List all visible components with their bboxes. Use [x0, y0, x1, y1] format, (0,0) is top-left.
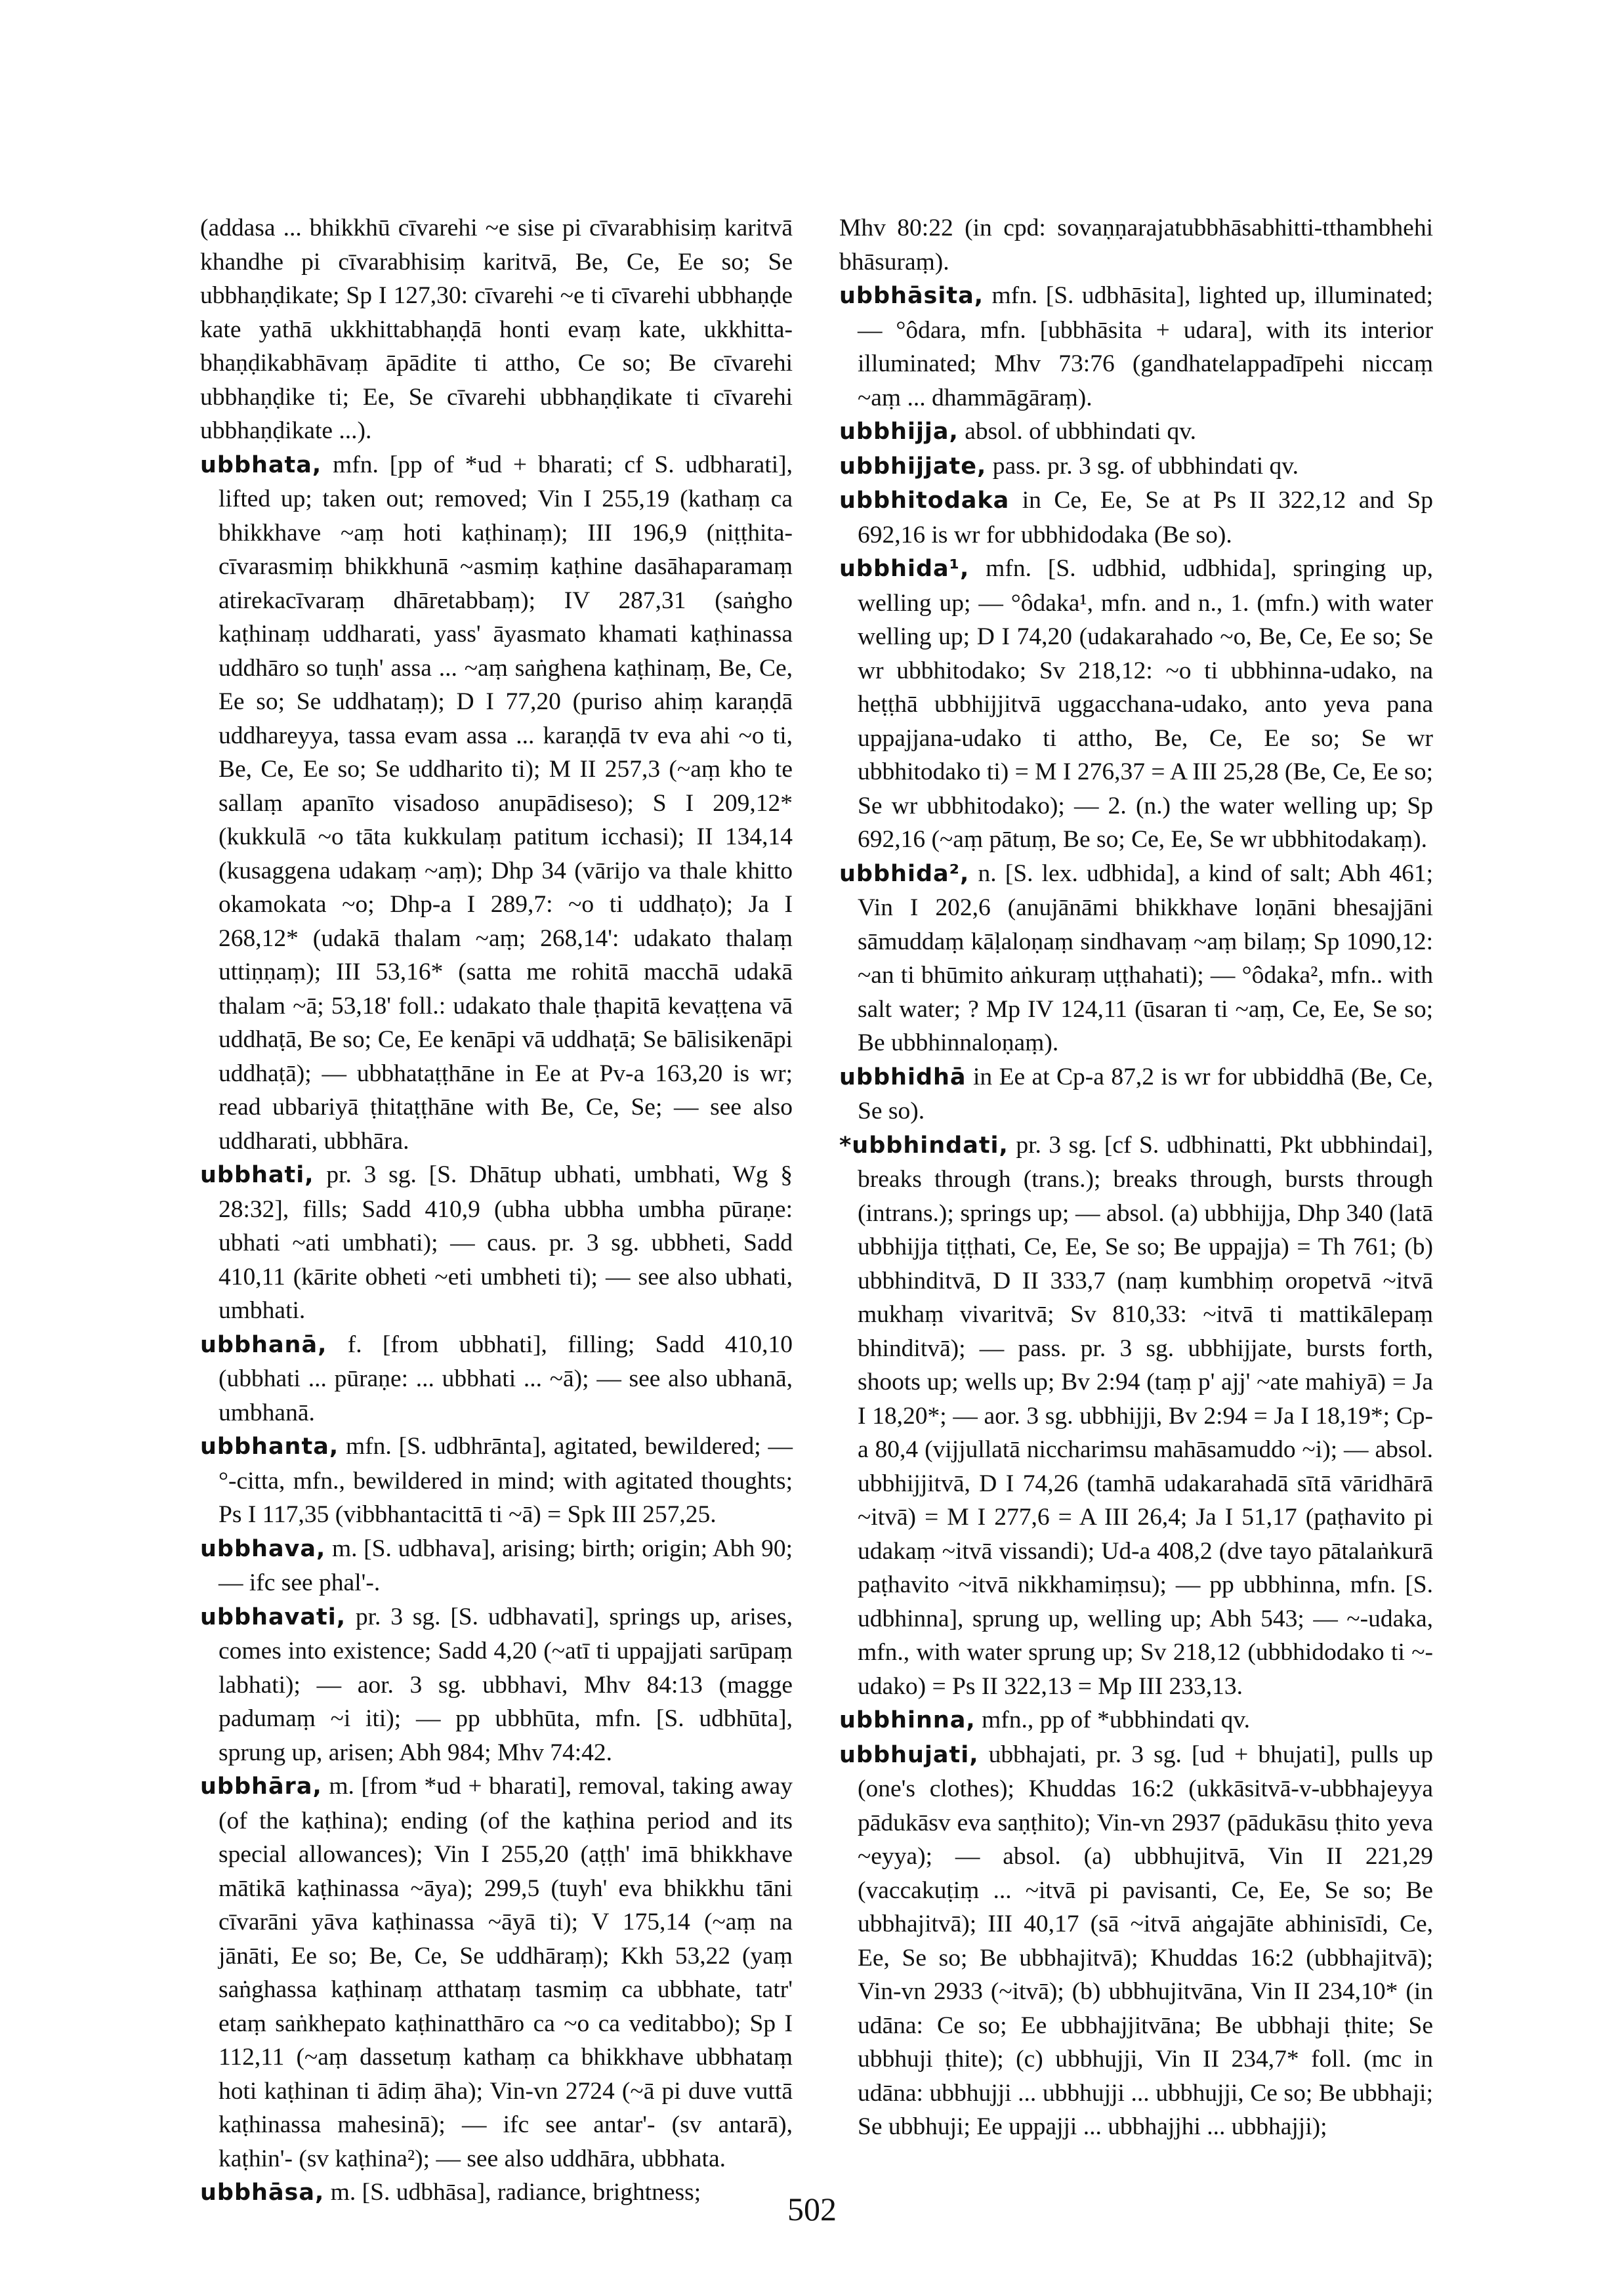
headword: ubbhāsa, [200, 2180, 325, 2206]
entry-text: mfn. [S. udbhāsita], lighted up, illuminated; — °ôdara, mfn. [ubbhāsita + udara], with its interior illuminated; Mhv 73:76 (gandhatelappadīpehi niccaṃ ~aṃ ... dhammāgāraṃ). [858, 282, 1433, 411]
dictionary-entry [200, 1328, 793, 1430]
dictionary-entry [839, 279, 1433, 415]
dictionary-entry [839, 1703, 1433, 1738]
dictionary-entry [200, 1430, 793, 1532]
headword: ubbhanā, [200, 1331, 327, 1358]
entry-text: in Ee at Cp-a 87,2 is wr for ubbiddhā (Be, Ce, Se so). [858, 1063, 1433, 1125]
headword: ubbhida¹, [839, 556, 970, 582]
headword: *ubbhindati, [839, 1132, 1009, 1159]
dictionary-entry [200, 1532, 793, 1600]
headword: ubbhijja, [839, 419, 959, 445]
headword: ubbhidhā [839, 1064, 967, 1090]
left-column [200, 211, 793, 2210]
headword: ubbhavati, [200, 1603, 346, 1630]
entry-text: mfn. [pp of *ud + bharati; cf S. udbharati], lifted up; taken out; removed; Vin I 255,19 (kathaṃ ca bhikkhave ~aṃ hoti kaṭhinaṃ); III 196,9 (niṭṭhita-cīvarasmiṃ bhikkhunā ~asmiṃ kaṭhine dasāhaparamaṃ atirekacīvaraṃ dhāretabbaṃ); IV 287,31 (saṅgho kaṭhinaṃ uddharati, yass' āyasmato khamati kaṭhinassa uddhāro so tuṇh' assa ... ~aṃ saṅghena kaṭhinaṃ, Be, Ce, Ee so; Se uddhataṃ); D I 77,20 (puriso ahiṃ karaṇḍā uddhareyya, tassa evam assa ... karaṇḍā tv eva ahi ~o ti, Be, Ce, Ee so; Se uddharito ti); M II 257,3 (~aṃ kho te sallaṃ apanīto visadoso anupādiseso); S I 209,12* (kukkulā ~o tāta kukkulaṃ patitum icchasi); II 134,14 (kusaggena udakaṃ ~aṃ); Dhp 34 (vārijo va thale khitto okamokata ~o; Dhp-a I 289,7: ~o ti uddhaṭo); Ja I 268,12* (udakā thalam ~aṃ; 268,14': udakato thalaṃ uttiṇṇaṃ); III 53,16* (satta me rohitā macchā udakā thalam ~ā; 53,18' foll.: udakato thale ṭhapitā kevaṭṭena vā uddhaṭā, Be so; Ce, Ee kenāpi vā uddhaṭā; Se bālisikenāpi uddhaṭā); — ubbhataṭṭhāne in Ee at Pv-a 163,20 is wr; read ubbariyā ṭhitaṭṭhāne with Be, Ce, Se; — see also uddharati, ubbhāra. [219, 451, 793, 1155]
dictionary-entry [839, 1060, 1433, 1128]
entry-text: (addasa ... bhikkhū cīvarehi ~e sise pi cīvarabhisiṃ karitvā khandhe pi cīvarabhisiṃ karitvā, Be, Ce, Ee so; Se ubbhaṇḍikate; Sp I 127,30: cīvarehi ~e ti cīvarehi ubbhaṇḍe kate yathā ukkhittabhaṇḍā honti evaṃ kate, ukkhitta-bhaṇḍikabhāvaṃ āpādite ti attho, Ce so; Be cīvarehi ubbhaṇḍike ti; Ee, Se cīvarehi ubbhaṇḍikate ti cīvarehi ubbhaṇḍikate ...). [200, 215, 793, 444]
entry-text: f. [from ubbhati], filling; Sadd 410,10 (ubbhati ... pūraṇe: ... ubbhati ... ~ā); — see also ubhanā, umbhanā. [219, 1331, 793, 1426]
dictionary-entry [200, 448, 793, 1159]
headword: ubbhāsita, [839, 283, 984, 309]
headword: ubbhijjate, [839, 453, 987, 480]
headword: ubbhati, [200, 1162, 314, 1188]
headword: ubbhāra, [200, 1773, 322, 1800]
entry-text: m. [from *ud + bharati], removal, taking away (of the kaṭhina); ending (of the kaṭhina period and its special allowances); Vin I 255,20 (aṭṭh' imā bhikkhave mātikā kaṭhinassa ~āya); 299,5 (tuyh' eva bhikkhu tāni cīvarāni yāva kaṭhinassa ~āyā ti); V 175,14 (~aṃ na jānāti, Ee so; Be, Ce, Se uddhāraṃ); Kkh 53,22 (yaṃ saṅghassa kaṭhinaṃ atthataṃ tasmiṃ ca ubbhate, tatr' etaṃ saṅkhepato kaṭhinatthāro ca ~o ca veditabbo); Sp I 112,11 (~aṃ dassetuṃ kathaṃ ca bhikkhave ubbhataṃ hoti kaṭhinan ti ādiṃ āha); Vin-vn 2724 (~ā pi duve vuttā kaṭhinassa mahesinā); — ifc see antar'- (sv antarā), kaṭhin'- (sv kaṭhina²); — see also uddhāra, ubbhata. [219, 1773, 793, 2172]
headword: ubbhata, [200, 451, 322, 478]
entry-text: Mhv 80:22 (in cpd: sovaṇṇarajatubbhāsabhitti-tthambhehi bhāsuraṃ). [839, 215, 1433, 276]
entry-text: ubbhajati, pr. 3 sg. [ud + bhujati], pulls up (one's clothes); Khuddas 16:2 (ukkāsitvā-v-ubbhajeyya pādukāsv eva saṇṭhito); Vin-vn 2937 (pādukāsu ṭhito yeva ~eyya); — absol. (a) ubbhujitvā, Vin II 221,29 (vaccakuṭiṃ ... ~itvā pi pavisanti, Ce, Ee, Se so; Be ubbhajitvā); III 40,17 (sā ~itvā aṅgajāte abhinisīdi, Ce, Ee, Se so; Be ubbhajitvā); Khuddas 16:2 (ubbhajitvā); Vin-vn 2933 (~itvā); (b) ubbhujitvāna, Vin II 234,10* (in udāna: Ce so; Ee ubbhajjitvāna; Be ubbhaji ṭhite; Se ubbhuji ṭhite); (c) ubbhujji, Vin II 234,7* foll. (mc in udāna: ubbhujji ... ubbhujji ... ubbhujji, Ce so; Be ubbhaji; Se ubbhuji; Ee uppajji ... ubbhajjhi ... ubbhajji); [858, 1741, 1433, 2140]
entry-text: mfn., pp of *ubbhindati qv. [982, 1706, 1251, 1733]
dictionary-entry [839, 1738, 1433, 2144]
dictionary-entry [839, 211, 1433, 279]
entry-text: m. [S. udbhava], arising; birth; origin; Abh 90; — ifc see phal'-. [219, 1535, 793, 1596]
entry-text: m. [S. udbhāsa], radiance, brightness; [330, 2179, 701, 2206]
entry-text: pr. 3 sg. [cf S. udbhinatti, Pkt ubbhindai], breaks through (trans.); breaks through, bursts through (intrans.); springs up; — absol. (a) ubbhijja, Dhp 340 (latā ubbhijja tiṭṭhati, Ce, Ee, Se so; Be uppajja) = Th 761; (b) ubbhinditvā, D II 333,7 (naṃ kumbhiṃ oropetvā ~itvā mukhaṃ vivaritvā; Sv 810,33: ~itvā ti mattikālepaṃ bhinditvā); — pass. pr. 3 sg. ubbhijjate, bursts forth, shoots up; wells up; Bv 2:94 (taṃ p' ajj' ~ate mahiyā) = Ja I 18,20*; — aor. 3 sg. ubbhijji, Bv 2:94 = Ja I 18,19*; Cp-a 80,4 (vijjullatā niccharimsu mahāsamuddo ~i); — absol. ubbhijjitvā, D I 74,26 (tamhā udakarahadā sītā vāridhārā ~itvā) = M I 277,6 = A III 26,4; Ja I 51,17 (paṭhavito pi udakaṃ ~itvā vissandi); Ud-a 408,2 (dve tayo pātalaṅkurā paṭhavito ~itvā nikkhamiṃsu); — pp ubbhinna, mfn. [S. udbhinna], sprung up, welling up; Abh 543; — ~-udaka, mfn., with water sprung up; Sv 218,12 (ubbhidodako ti ~-udako) = Ps II 322,13 = Mp III 233,13. [858, 1131, 1433, 1700]
dictionary-entry [200, 1600, 793, 1770]
entry-text: mfn. [S. udbhid, udbhida], springing up, welling up; — °ôdaka¹, mfn. and n., 1. (mfn.) with water welling up; D I 74,20 (udakarahado ~o, Be, Ce, Ee so; Se wr ubbhitodako; Sv 218,12: ~o ti ubbhinna-udako, na heṭṭhā ubbhijjitvā uggacchana-udako, anto yeva pana uppajjana-udako ti attho, Be, Ce, Ee so; Se wr ubbhitodako ti) = M I 276,37 = A III 25,28 (Be, Ce, Ee so; Se wr ubbhitodako); — 2. (n.) the water welling up; Sp 692,16 (~aṃ pātuṃ, Be so; Ce, Ee, Se wr ubbhitodakaṃ). [858, 555, 1434, 853]
headword: ubbhida², [839, 860, 970, 887]
headword: ubbhava, [200, 1535, 326, 1562]
entry-text: n. [S. lex. udbhida], a kind of salt; Abh 461; Vin I 202,6 (anujānāmi bhikkhave loṇāni bhesajjāni sāmuddaṃ kāḷaloṇaṃ sindhavaṃ ~aṃ bilaṃ; Sp 1090,12: ~an ti bhūmito aṅkuraṃ uṭṭhahati); — °ôdaka², mfn.. with salt water; ? Mp IV 124,11 (ūsaran ti ~aṃ, Ce, Ee, Se so; Be ubbhinnaloṇaṃ). [858, 859, 1434, 1056]
dictionary-entry [839, 1128, 1433, 1704]
dictionary-entry [839, 857, 1433, 1060]
entry-text: in Ce, Ee, Se at Ps II 322,12 and Sp 692,16 is wr for ubbhidodaka (Be so). [858, 487, 1434, 548]
dictionary-entry [200, 1158, 793, 1328]
entry-text: pass. pr. 3 sg. of ubbhindati qv. [992, 452, 1299, 480]
headword: ubbhinna, [839, 1707, 976, 1733]
dictionary-entry [200, 211, 793, 448]
page-number: 502 [787, 2191, 837, 2227]
dictionary-entry [839, 415, 1433, 449]
dictionary-entry [200, 1769, 793, 2176]
dictionary-entry [839, 484, 1433, 552]
right-column [839, 211, 1433, 2144]
dictionary-entry [839, 449, 1433, 484]
headword: ubbhanta, [200, 1434, 339, 1460]
entry-text: pr. 3 sg. [S. udbhavati], springs up, arises, comes into existence; Sadd 4,20 (~atī ti uppajjati sarūpaṃ labhati); — aor. 3 sg. ubbhavi, Mhv 84:13 (magge padumaṃ ~i iti); — pp ubbhūta, mfn. [S. udbhūta], sprung up, arisen; Abh 984; Mhv 74:42. [219, 1603, 793, 1766]
headword: ubbhitodaka [839, 487, 1010, 514]
headword: ubbhujati, [839, 1741, 979, 1768]
entry-text: mfn. [S. udbhrānta], agitated, bewildered; — °-citta, mfn., bewildered in mind; with agitated thoughts; Ps I 117,35 (vibbhantacittā ti ~ā) = Spk III 257,25. [219, 1433, 793, 1528]
dictionary-entry [839, 552, 1433, 857]
entry-text: pr. 3 sg. [S. Dhātup ubhati, umbhati, Wg § 28:32], fills; Sadd 410,9 (ubha ubbha umbha pūraṇe: ubhati ~ati umbhati); — caus. pr. 3 sg. ubbheti, Sadd 410,11 (kārite obheti ~eti umbheti ti); — see also ubhati, umbhati. [219, 1161, 793, 1324]
entry-text: absol. of ubbhindati qv. [965, 418, 1196, 445]
